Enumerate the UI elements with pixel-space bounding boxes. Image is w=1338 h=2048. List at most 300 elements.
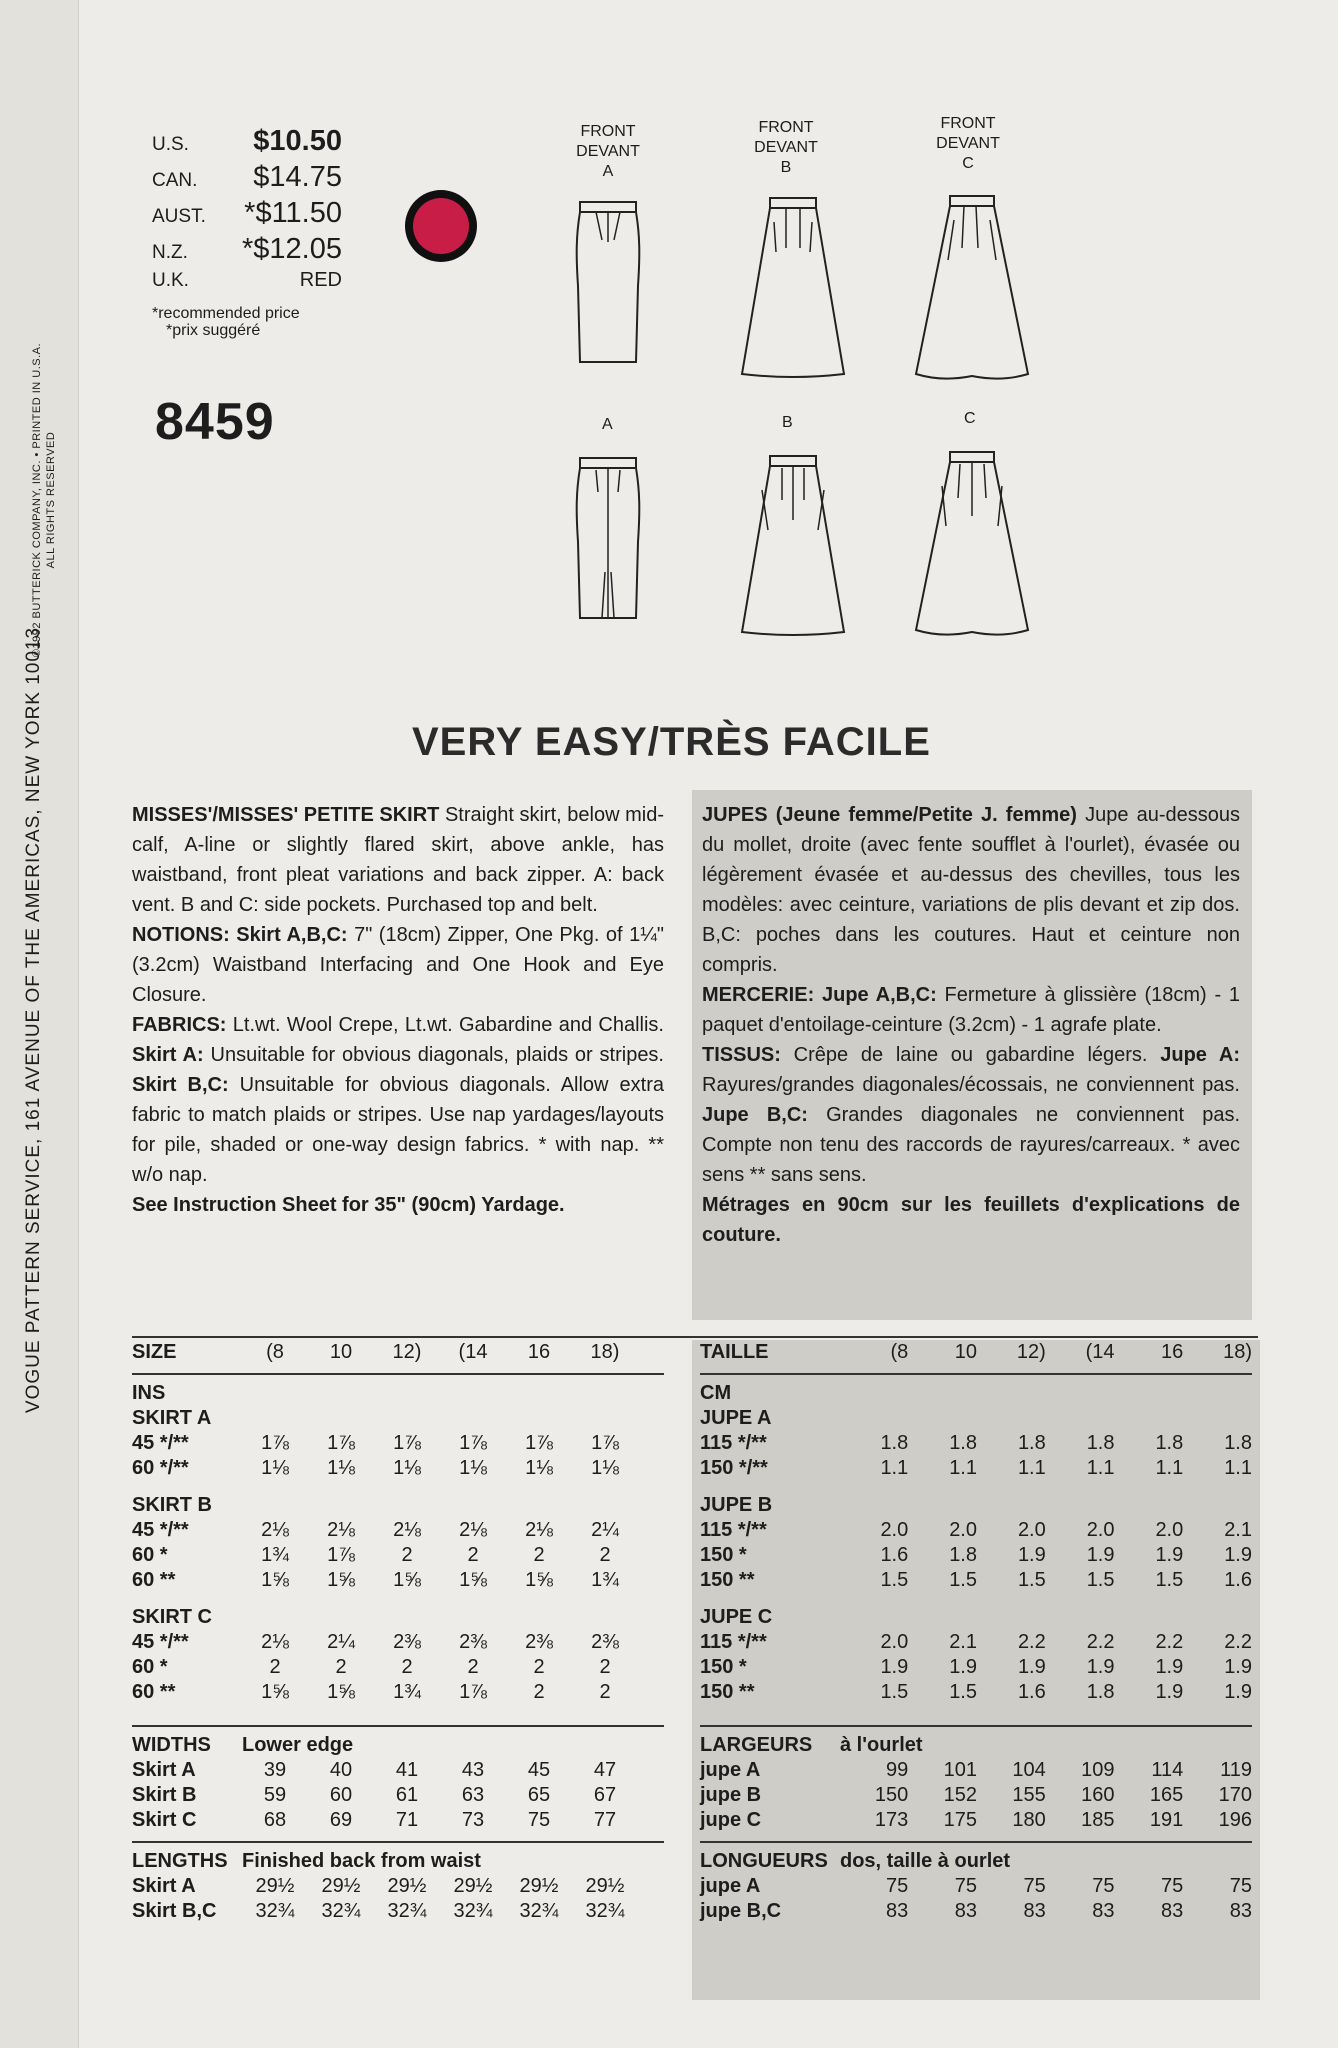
table-cell: 63 xyxy=(461,1784,485,1806)
table-cell: 75 xyxy=(527,1809,551,1831)
table-cell: 1⅞ xyxy=(525,1432,553,1454)
table-cell: 1.1 xyxy=(880,1457,909,1479)
table-cell: 101 xyxy=(943,1759,977,1781)
widths-label: LARGEURS xyxy=(700,1734,813,1756)
table-cell: 2 xyxy=(599,1544,611,1566)
table-cell: 1.5 xyxy=(1155,1569,1184,1591)
view-label-line: B xyxy=(780,159,792,176)
table-cell: 1⅝ xyxy=(525,1569,553,1591)
table-cell: 1.6 xyxy=(880,1544,909,1566)
mercerie-title: MERCERIE: xyxy=(702,984,815,1006)
table-cell: 2.1 xyxy=(1224,1519,1252,1541)
table-row xyxy=(700,1456,1252,1481)
table-divider xyxy=(700,1373,1252,1375)
widths-label: WIDTHS xyxy=(132,1734,211,1756)
recommended-note: *recommended price xyxy=(152,305,300,322)
table-cell: 1.9 xyxy=(1224,1656,1252,1678)
desc-title: JUPES (Jeune femme/Petite J. femme) xyxy=(702,804,1077,826)
skirt-b-back-sketch xyxy=(738,450,848,640)
table-divider xyxy=(132,1373,664,1375)
table-cell: 68 xyxy=(263,1809,287,1831)
fabrics-skirt-a: Skirt A: xyxy=(132,1044,204,1066)
table-cell: 2 xyxy=(533,1681,545,1703)
table-cell: 67 xyxy=(593,1784,617,1806)
price-label: CAN. xyxy=(152,170,198,191)
table-cell: 2.1 xyxy=(949,1631,977,1653)
table-cell: 1⅛ xyxy=(393,1457,421,1479)
table-cell: 2¼ xyxy=(591,1519,619,1541)
table-cell: 77 xyxy=(593,1809,617,1831)
section-gap xyxy=(700,1593,1252,1605)
table-cell: 2⅛ xyxy=(261,1519,289,1541)
color-dot-fill xyxy=(413,198,469,254)
instruction-note: See Instruction Sheet for 35" (90cm) Yardage. xyxy=(132,1194,565,1216)
table-cell: 2.2 xyxy=(1017,1631,1046,1653)
table-cell: 60 xyxy=(329,1784,353,1806)
size-cell: (8 xyxy=(890,1341,909,1363)
table-cell: 2⅜ xyxy=(459,1631,487,1653)
table-cell: 1.1 xyxy=(1224,1457,1252,1479)
lengths-sublabel: Finished back from waist xyxy=(242,1850,481,1872)
desc-title: MISSES'/MISSES' PETITE SKIRT xyxy=(132,804,440,826)
row-label: 150 * xyxy=(700,1656,747,1678)
table-cell: 75 xyxy=(1023,1875,1046,1897)
table-cell: 2 xyxy=(533,1544,545,1566)
row-label: jupe B xyxy=(700,1784,762,1806)
table-row xyxy=(700,1568,1252,1593)
table-row xyxy=(700,1758,1252,1783)
row-label: 60 * xyxy=(132,1544,168,1566)
table-cell: 2⅛ xyxy=(327,1519,355,1541)
price-value: RED xyxy=(299,269,342,291)
view-label-line: DEVANT xyxy=(936,135,1000,152)
lengths-sublabel: dos, taille à ourlet xyxy=(840,1850,1011,1872)
table-cell: 1⅞ xyxy=(327,1432,355,1454)
table-row xyxy=(132,1655,664,1680)
table-divider xyxy=(132,1841,664,1843)
table-row xyxy=(132,1783,664,1808)
skirt-a-back-sketch xyxy=(572,452,644,624)
table-row xyxy=(700,1808,1252,1833)
table-row xyxy=(700,1518,1252,1543)
copyright-line-2: ALL RIGHTS RESERVED xyxy=(45,431,57,569)
table-row xyxy=(700,1543,1252,1568)
table-cell: 1.1 xyxy=(1086,1457,1115,1479)
english-description xyxy=(132,800,664,1220)
table-cell: 180 xyxy=(1012,1809,1046,1831)
table-cell: 185 xyxy=(1081,1809,1115,1831)
fabrics-text: Unsuitable for obvious diagonals, plaids or stripes. xyxy=(210,1044,664,1066)
metrages-note: Métrages en 90cm sur les feuillets d'explications de couture. xyxy=(702,1194,1240,1246)
table-row xyxy=(132,1568,664,1593)
table-cell: 1⅞ xyxy=(459,1432,487,1454)
table-cell: 160 xyxy=(1081,1784,1115,1806)
price-value: *$12.05 xyxy=(242,233,342,265)
table-cell: 1.8 xyxy=(949,1432,977,1454)
size-cell: 12) xyxy=(1016,1341,1046,1363)
notions-text: 7" (18cm) Zipper, One Pkg. of 1¼" (3.2cm) Waistband Interfacing and One Hook and Eye Closure. xyxy=(132,924,665,1006)
view-label-b-back: B xyxy=(782,414,793,431)
table-cell: 29½ xyxy=(453,1875,493,1897)
table-cell: 2 xyxy=(335,1656,347,1678)
table-cell: 1⅝ xyxy=(459,1569,487,1591)
table-cell: 1⅛ xyxy=(591,1457,619,1479)
view-label-c-back: C xyxy=(964,410,976,427)
table-cell: 1.9 xyxy=(1155,1681,1184,1703)
table-cell: 32¾ xyxy=(321,1900,361,1922)
table-divider xyxy=(700,1725,1252,1727)
table-cell: 1.1 xyxy=(1017,1457,1046,1479)
table-cell: 29½ xyxy=(519,1875,559,1897)
table-cell: 1¾ xyxy=(261,1544,289,1566)
lengths-header-row xyxy=(132,1849,664,1874)
view-label-line: DEVANT xyxy=(754,139,818,156)
table-cell: 1⅞ xyxy=(327,1544,355,1566)
price-uk xyxy=(152,269,342,305)
table-row xyxy=(132,1874,664,1899)
table-cell: 75 xyxy=(1229,1875,1252,1897)
table-cell: 75 xyxy=(954,1875,977,1897)
table-cell: 43 xyxy=(461,1759,485,1781)
yardage-table-french xyxy=(692,1340,1260,2000)
size-cell: (8 xyxy=(266,1341,284,1363)
row-label: jupe B,C xyxy=(700,1900,782,1922)
table-cell: 2.0 xyxy=(949,1519,977,1541)
table-cell: 2 xyxy=(467,1656,479,1678)
view-label-c-front xyxy=(908,114,1028,174)
table-divider xyxy=(132,1725,664,1727)
table-cell: 1.9 xyxy=(1017,1544,1046,1566)
table-cell: 114 xyxy=(1151,1759,1184,1781)
skirt-a-front-sketch xyxy=(572,196,644,368)
table-cell: 29½ xyxy=(387,1875,427,1897)
price-label: N.Z. xyxy=(152,242,188,263)
table-cell: 83 xyxy=(1161,1900,1184,1922)
fabrics-title: FABRICS: xyxy=(132,1014,227,1036)
row-label: jupe A xyxy=(700,1759,761,1781)
french-description xyxy=(692,790,1252,1320)
table-cell: 1.5 xyxy=(880,1569,909,1591)
table-cell: 1⅛ xyxy=(327,1457,355,1479)
table-cell: 39 xyxy=(263,1759,287,1781)
table-row xyxy=(132,1456,664,1481)
size-cell: (14 xyxy=(458,1341,488,1363)
size-cell: 16 xyxy=(1161,1341,1184,1363)
size-cell: 16 xyxy=(527,1341,551,1363)
table-cell: 152 xyxy=(943,1784,977,1806)
yardage-table-english xyxy=(132,1340,664,2000)
row-label: Skirt A xyxy=(132,1875,196,1897)
table-cell: 1.8 xyxy=(1155,1432,1184,1454)
table-cell: 29½ xyxy=(321,1875,361,1897)
skirt-c-front-sketch xyxy=(912,190,1032,386)
row-label: Skirt B,C xyxy=(132,1900,217,1922)
skirt-section-title: JUPE B xyxy=(700,1494,773,1516)
table-cell: 1⅞ xyxy=(261,1432,289,1454)
price-label: AUST. xyxy=(152,206,206,227)
table-cell: 83 xyxy=(1229,1900,1252,1922)
table-cell: 40 xyxy=(329,1759,353,1781)
size-cell: 10 xyxy=(954,1341,977,1363)
tissus-jupe-bc: Jupe B,C: xyxy=(702,1104,808,1126)
table-cell: 1.5 xyxy=(949,1681,977,1703)
price-label: U.K. xyxy=(152,270,189,291)
table-cell: 119 xyxy=(1220,1759,1252,1781)
size-cell: 10 xyxy=(329,1341,353,1363)
view-label-line: FRONT xyxy=(758,119,814,136)
table-cell: 1.5 xyxy=(949,1569,977,1591)
table-cell: 1.8 xyxy=(1086,1432,1115,1454)
table-row xyxy=(700,1680,1252,1705)
size-cell: 12) xyxy=(392,1341,422,1363)
section-gap xyxy=(132,1593,664,1605)
table-cell: 1.9 xyxy=(1017,1656,1046,1678)
price-value: *$11.50 xyxy=(244,197,342,229)
table-row xyxy=(700,1655,1252,1680)
row-label: 115 */** xyxy=(700,1432,767,1454)
skirt-section-title: JUPE C xyxy=(700,1606,773,1628)
table-cell: 1⅝ xyxy=(261,1681,289,1703)
section-gap xyxy=(132,1705,664,1717)
table-divider xyxy=(700,1841,1252,1843)
table-cell: 45 xyxy=(527,1759,551,1781)
lengths-header-row xyxy=(700,1849,1252,1874)
table-cell: 1⅛ xyxy=(261,1457,289,1479)
row-label: 45 */** xyxy=(132,1631,189,1653)
skirt-b-front-sketch xyxy=(738,192,848,382)
row-label: 60 ** xyxy=(132,1681,176,1703)
table-cell: 196 xyxy=(1218,1809,1252,1831)
table-cell: 1.8 xyxy=(1224,1432,1252,1454)
table-cell: 1.9 xyxy=(1155,1656,1184,1678)
table-cell: 29½ xyxy=(585,1875,625,1897)
table-row xyxy=(132,1899,664,1924)
view-label-line: C xyxy=(962,155,974,172)
section-gap xyxy=(700,1705,1252,1717)
desc-text: Straight skirt, below mid-calf, A-line or slightly flared skirt, above ankle, has waistband, front pleat variations and back zipper. A: back vent. B and C: side pockets. Purchased top and belt. xyxy=(132,804,664,916)
table-cell: 1.9 xyxy=(1086,1656,1115,1678)
tissus-jupe-a: Jupe A: xyxy=(1160,1044,1241,1066)
table-cell: 2.0 xyxy=(1017,1519,1046,1541)
table-cell: 173 xyxy=(874,1809,909,1831)
table-cell: 2.0 xyxy=(880,1519,909,1541)
tissus-text: Rayures/grandes diagonales/écossais, ne conviennent pas. xyxy=(702,1074,1240,1096)
table-cell: 155 xyxy=(1012,1784,1046,1806)
table-cell: 73 xyxy=(461,1809,485,1831)
copyright-line-1: ©1992 BUTTERICK COMPANY, INC. • PRINTED IN U.S.A. xyxy=(31,342,43,658)
desc-text: Jupe au-dessous du mollet, droite (avec fente soufflet à l'ourlet), évasée ou légèrement évasée et au-dessus des chevilles, tous les modèles: avec ceinture, variations de plis devant et zip dos. B,C: poches dans les coutures. Haut et ceinture non compris. xyxy=(702,804,1241,976)
lengths-label: LENGTHS xyxy=(132,1850,228,1872)
size-cell: (14 xyxy=(1085,1341,1115,1363)
row-label: 45 */** xyxy=(132,1519,189,1541)
table-cell: 65 xyxy=(527,1784,551,1806)
size-cell: 18) xyxy=(1223,1341,1252,1363)
table-cell: 2⅛ xyxy=(459,1519,487,1541)
table-cell: 1.9 xyxy=(1086,1544,1115,1566)
table-cell: 191 xyxy=(1149,1809,1184,1831)
row-label: 150 */** xyxy=(700,1457,768,1479)
table-cell: 83 xyxy=(1092,1900,1115,1922)
price-label: U.S. xyxy=(152,134,189,155)
skirt-section-title: SKIRT C xyxy=(132,1606,212,1628)
table-cell: 1⅝ xyxy=(327,1681,355,1703)
skirt-section-title: JUPE A xyxy=(700,1407,772,1429)
row-label: 60 */** xyxy=(132,1457,189,1479)
row-label: 150 ** xyxy=(700,1569,755,1591)
table-row xyxy=(700,1783,1252,1808)
table-cell: 61 xyxy=(395,1784,419,1806)
row-label: 150 ** xyxy=(700,1681,755,1703)
row-label: jupe A xyxy=(700,1875,761,1897)
row-label: Skirt B xyxy=(132,1784,197,1806)
table-cell: 1.5 xyxy=(880,1681,909,1703)
table-cell: 1.1 xyxy=(949,1457,977,1479)
color-dot-icon xyxy=(405,190,477,262)
copyright-notice xyxy=(24,70,64,930)
table-cell: 2⅜ xyxy=(393,1631,421,1653)
table-cell: 2⅜ xyxy=(591,1631,619,1653)
view-label-line: DEVANT xyxy=(576,143,640,160)
lengths-label: LONGUEURS xyxy=(700,1850,828,1872)
table-row xyxy=(700,1874,1252,1899)
row-label: 115 */** xyxy=(700,1519,767,1541)
table-row xyxy=(700,1431,1252,1456)
row-label: 45 */** xyxy=(132,1432,189,1454)
section-gap xyxy=(700,1481,1252,1493)
table-cell: 47 xyxy=(593,1759,617,1781)
price-value: $10.50 xyxy=(253,125,342,157)
table-cell: 83 xyxy=(1023,1900,1046,1922)
table-cell: 104 xyxy=(1012,1759,1046,1781)
table-cell: 2⅛ xyxy=(525,1519,553,1541)
table-cell: 75 xyxy=(1092,1875,1115,1897)
table-cell: 32¾ xyxy=(387,1900,427,1922)
table-cell: 1.1 xyxy=(1155,1457,1184,1479)
table-cell: 170 xyxy=(1218,1784,1252,1806)
table-cell: 2.2 xyxy=(1086,1631,1115,1653)
table-cell: 83 xyxy=(886,1900,909,1922)
table-row xyxy=(700,1630,1252,1655)
suggested-note: *prix suggéré xyxy=(166,322,261,339)
widths-header-row xyxy=(700,1733,1252,1758)
view-label-line: FRONT xyxy=(940,115,996,132)
table-cell: 150 xyxy=(874,1784,909,1806)
view-label-line: FRONT xyxy=(580,123,636,140)
table-cell: 59 xyxy=(263,1784,287,1806)
table-cell: 2 xyxy=(467,1544,479,1566)
widths-sublabel: Lower edge xyxy=(242,1734,354,1756)
price-aust xyxy=(152,197,342,233)
table-cell: 41 xyxy=(395,1759,419,1781)
size-header-row xyxy=(700,1340,1252,1365)
price-value: $14.75 xyxy=(253,161,342,193)
table-cell: 1⅝ xyxy=(327,1569,355,1591)
table-cell: 1⅝ xyxy=(393,1569,421,1591)
mercerie-text: Fermeture à glissière (18cm) - 1 paquet d'entoilage-ceinture (3.2cm) - 1 agrafe plate. xyxy=(702,984,1240,1036)
table-cell: 69 xyxy=(329,1809,353,1831)
size-label: TAILLE xyxy=(700,1341,769,1363)
unit-label: INS xyxy=(132,1382,166,1404)
table-cell: 2⅛ xyxy=(261,1631,289,1653)
row-label: 150 * xyxy=(700,1544,747,1566)
widths-sublabel: à l'ourlet xyxy=(840,1734,923,1756)
table-cell: 165 xyxy=(1149,1784,1184,1806)
view-label-line: A xyxy=(602,163,614,180)
table-cell: 32¾ xyxy=(255,1900,295,1922)
size-header-row xyxy=(132,1340,664,1365)
table-cell: 2 xyxy=(533,1656,545,1678)
size-label: SIZE xyxy=(132,1341,177,1363)
fabrics-text: Unsuitable for obvious diagonals. Allow extra fabric to match plaids or stripes. Use nap yardages/layouts for pile, shaded or one-way design fabrics. * with nap. ** w/o nap. xyxy=(132,1074,664,1186)
table-cell: 1.5 xyxy=(1017,1569,1046,1591)
table-row xyxy=(700,1899,1252,1924)
row-label: Skirt C xyxy=(132,1809,197,1831)
row-label: Skirt A xyxy=(132,1759,196,1781)
table-cell: 1.5 xyxy=(1086,1569,1115,1591)
table-cell: 1.8 xyxy=(1086,1681,1115,1703)
skirt-c-back-sketch xyxy=(912,446,1032,642)
price-can xyxy=(152,161,342,197)
row-label: 60 * xyxy=(132,1656,168,1678)
table-cell: 1¾ xyxy=(591,1569,619,1591)
table-cell: 1.8 xyxy=(880,1432,909,1454)
table-cell: 1⅞ xyxy=(459,1681,487,1703)
table-cell: 2 xyxy=(401,1544,413,1566)
table-cell: 2¼ xyxy=(327,1631,355,1653)
table-cell: 2.2 xyxy=(1224,1631,1252,1653)
table-cell: 83 xyxy=(954,1900,977,1922)
skirt-section-title: SKIRT A xyxy=(132,1407,212,1429)
table-row xyxy=(132,1808,664,1833)
table-cell: 1⅞ xyxy=(393,1432,421,1454)
table-cell: 1.6 xyxy=(1017,1681,1046,1703)
tissus-text: Crêpe de laine ou gabardine légers. xyxy=(793,1044,1148,1066)
table-cell: 1⅝ xyxy=(261,1569,289,1591)
table-cell: 2 xyxy=(401,1656,413,1678)
table-cell: 2.0 xyxy=(1086,1519,1115,1541)
table-cell: 1⅛ xyxy=(525,1457,553,1479)
table-cell: 2.0 xyxy=(880,1631,909,1653)
fabrics-text: Lt.wt. Wool Crepe, Lt.wt. Gabardine and Challis. xyxy=(232,1014,664,1036)
table-cell: 2⅜ xyxy=(525,1631,553,1653)
table-cell: 2⅛ xyxy=(393,1519,421,1541)
table-cell: 109 xyxy=(1081,1759,1115,1781)
table-cell: 2.0 xyxy=(1155,1519,1184,1541)
table-cell: 2 xyxy=(599,1681,611,1703)
table-row xyxy=(132,1680,664,1705)
table-cell: 1⅞ xyxy=(591,1432,619,1454)
table-top-rule xyxy=(132,1336,1258,1338)
notions-skirts: Skirt A,B,C: xyxy=(236,924,348,946)
table-cell: 1.9 xyxy=(1224,1544,1252,1566)
table-cell: 1.6 xyxy=(1224,1569,1252,1591)
table-row xyxy=(132,1518,664,1543)
pattern-number: 8459 xyxy=(155,393,275,451)
price-us xyxy=(152,125,342,161)
table-cell: 2.2 xyxy=(1155,1631,1184,1653)
view-label-b-front xyxy=(726,118,846,178)
table-row xyxy=(132,1630,664,1655)
table-row xyxy=(132,1543,664,1568)
tissus-text: Grandes diagonales ne conviennent pas. Compte non tenu des raccords de rayures/carreaux. * avec sens ** sans sens. xyxy=(702,1104,1241,1186)
table-cell: 1¾ xyxy=(393,1681,421,1703)
table-cell: 1.9 xyxy=(1224,1681,1252,1703)
table-cell: 75 xyxy=(1161,1875,1184,1897)
table-cell: 1.9 xyxy=(949,1656,977,1678)
table-cell: 2 xyxy=(599,1656,611,1678)
difficulty-headline: VERY EASY/TRÈS FACILE xyxy=(412,720,931,764)
table-cell: 32¾ xyxy=(585,1900,625,1922)
